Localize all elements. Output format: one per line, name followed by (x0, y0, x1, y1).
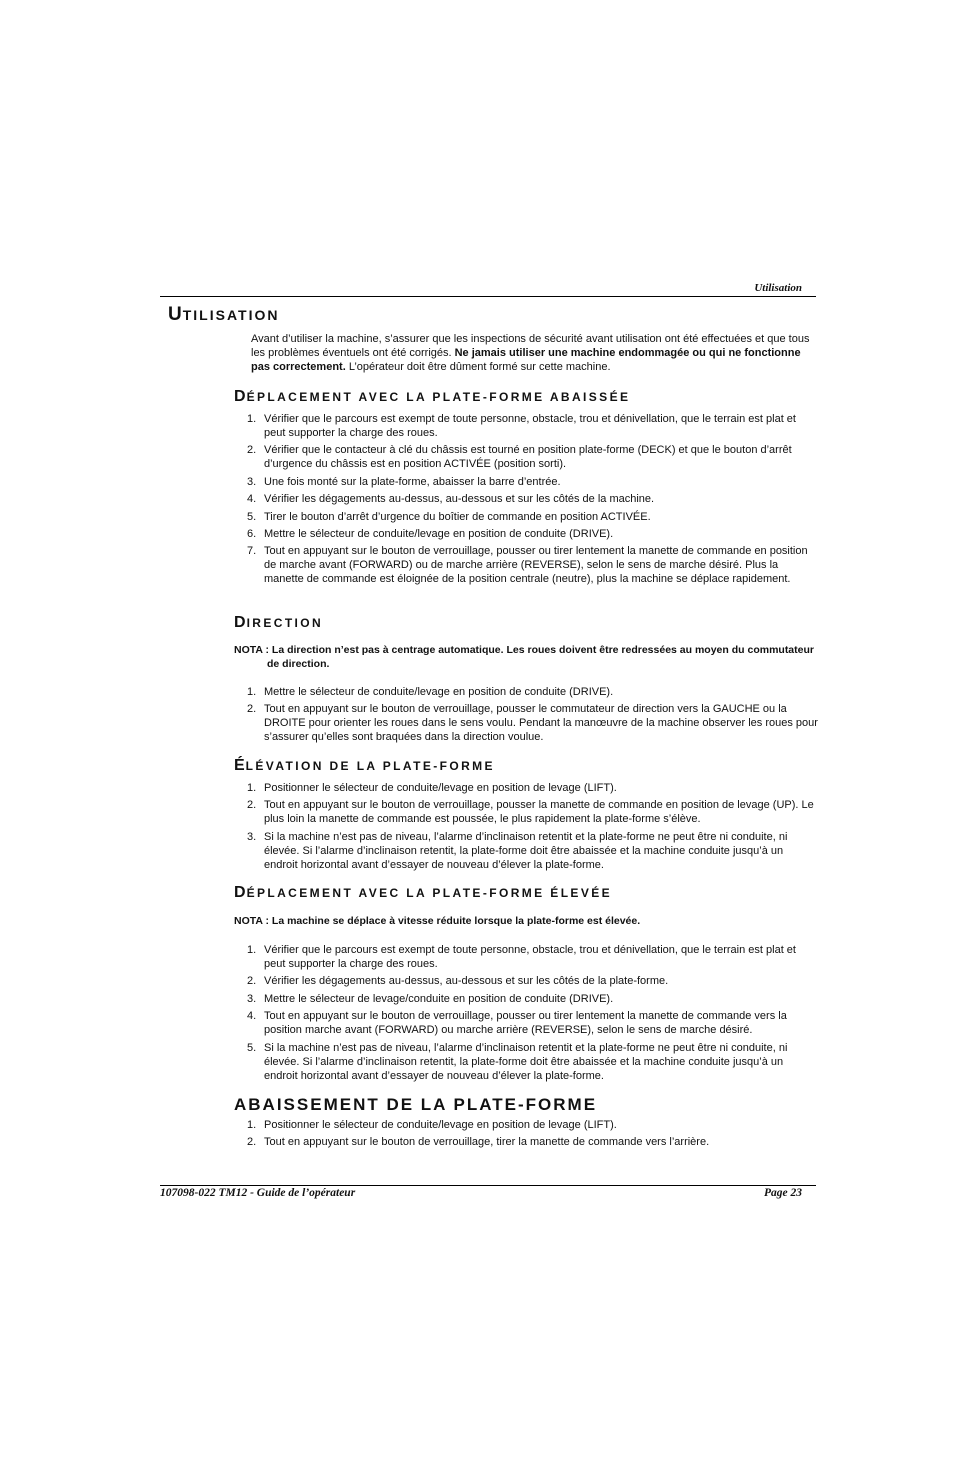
section-heading-platform-lowering: ABAISSEMENT DE LA PLATE-FORME (234, 1095, 598, 1114)
section-heading-lowered-travel: DÉPLACEMENT AVEC LA PLATE-FORME ABAISSÉE (234, 388, 631, 405)
steps-steering (240, 685, 818, 748)
list-item: 3. Si la machine n’est pas de niveau, l’alarme d’inclinaison retentit et la plate-forme ne peut être ni conduite, ni élevée. Si l’alarme d’inclinaison retentit, la plate-forme doit être abaissée et la machine conduite jusqu’à un endroit horizontal avant d’essayer de nouveau d’élever la plate-forme. (247, 830, 788, 871)
intro-warning: Ne jamais utiliser une machine endommagée ou qui ne fonctionne pas correctement. (251, 347, 801, 373)
note-steering: NOTA : La direction n’est pas à centrage automatique. Les roues doivent être redressées au moyen du commutateur de direction. (234, 644, 814, 670)
list-item: 1. Mettre le sélecteur de conduite/levage en position de conduite (DRIVE). (247, 686, 614, 698)
steps-platform-lowering (240, 1118, 818, 1153)
footer-document-id: 107098-022 TM12 - Guide de l’opérateur (160, 1187, 356, 1199)
steps-raised-travel (240, 943, 818, 1086)
list-item: 3. Mettre le sélecteur de levage/conduite en position de conduite (DRIVE). (247, 992, 614, 1005)
footer-rule (160, 1185, 816, 1186)
list-item: 4. Tout en appuyant sur le bouton de verrouillage, pousser ou tirer lentement la manette de commande vers la position marche avant (FORWARD) ou marche arrière (REVERSE), selon le sens de marche désiré. (247, 1010, 787, 1037)
list-item: 7. Tout en appuyant sur le bouton de verrouillage, pousser ou tirer lentement la manette de commande en position de marche avant (FORWARD) ou de marche arrière (REVERSE), selon le sens de marche désiré. Plus la manette de commande est éloignée de la position centrale (neutre), plus la machine se déplace rapidement. (247, 545, 808, 586)
section-heading-steering: DIRECTION (234, 614, 324, 631)
footer-page-number: Page 23 (763, 1187, 802, 1199)
section-heading-platform-raising: ÉLÉVATION DE LA PLATE-FORME (234, 757, 495, 774)
list-item: 2. Tout en appuyant sur le bouton de verrouillage, pousser la manette de commande en position de levage (UP). Le plus loin la manette de commande est poussée, le plus rapidement la plate-forme s’élève. (247, 799, 814, 826)
running-header: Utilisation (754, 282, 802, 294)
list-item: 1. Vérifier que le parcours est exempt de toute personne, obstacle, trou et dénivellation, que le terrain est plat et peut supporter la charge des roues. (247, 413, 796, 439)
steps-lowered-travel (240, 412, 818, 590)
header-rule (160, 296, 816, 297)
list-item: 2. Vérifier les dégagements au-dessus, au-dessous et sur les côtés de la plate-forme. (247, 975, 669, 988)
list-item: 2. Tout en appuyant sur le bouton de verrouillage, tirer la manette de commande vers l’arrière. (247, 1136, 710, 1149)
list-item: 2. Vérifier que le contacteur à clé du châssis est tourné en position plate-forme (DECK) et que le bouton d’arrêt d’urgence du châssis est en position ACTIVÉE (position sorti). (247, 444, 792, 471)
page-title: UTILISATION (168, 304, 280, 325)
steps-platform-raising (240, 781, 818, 875)
intro-text-2: L’opérateur doit être dûment formé sur cette machine. (345, 361, 611, 373)
list-item: 6. Mettre le sélecteur de conduite/levage en position de conduite (DRIVE). (247, 527, 614, 540)
list-item: 1. Positionner le sélecteur de conduite/levage en position de levage (LIFT). (247, 1119, 617, 1131)
note-raised-travel: NOTA : La machine se déplace à vitesse réduite lorsque la plate-forme est élevée. (234, 915, 641, 927)
list-item: 1. Positionner le sélecteur de conduite/levage en position de levage (LIFT). (247, 782, 617, 794)
list-item: 2. Tout en appuyant sur le bouton de verrouillage, pousser le commutateur de direction vers la GAUCHE ou la DROITE pour orienter les roues dans le sens voulu. Pendant la manœuvre de la machine observer les roues pour s’assurer qu’elles sont braquées dans la direction voulue. (247, 703, 818, 744)
section-heading-raised-travel: DÉPLACEMENT AVEC LA PLATE-FORME ÉLEVÉE (234, 884, 613, 901)
list-item: 3. Une fois monté sur la plate-forme, abaisser la barre d’entrée. (247, 475, 561, 488)
list-item: 4. Vérifier les dégagements au-dessus, au-dessous et sur les côtés de la machine. (247, 493, 655, 506)
list-item: 1. Vérifier que le parcours est exempt de toute personne, obstacle, trou et dénivellation, que le terrain est plat et peut supporter la charge des roues. (247, 944, 796, 970)
intro-paragraph (251, 332, 817, 374)
intro-text-1: Avant d’utiliser la machine, s’assurer que les inspections de sécurité avant utilisation ont été effectuées et que tous les problèmes éventuels ont été corrigés. (251, 333, 810, 359)
list-item: 5. Si la machine n’est pas de niveau, l’alarme d’inclinaison retentit et la plate-forme ne peut être ni conduite, ni élevée. Si l’alarme d’inclinaison retentit, la plate-forme doit être abaissée et la machine conduite jusqu’à un endroit horizontal avant d’essayer de nouveau d’élever la plate-forme. (247, 1041, 788, 1082)
list-item: 5. Tirer le bouton d’arrêt d’urgence du boîtier de commande en position ACTIVÉE. (247, 510, 651, 523)
